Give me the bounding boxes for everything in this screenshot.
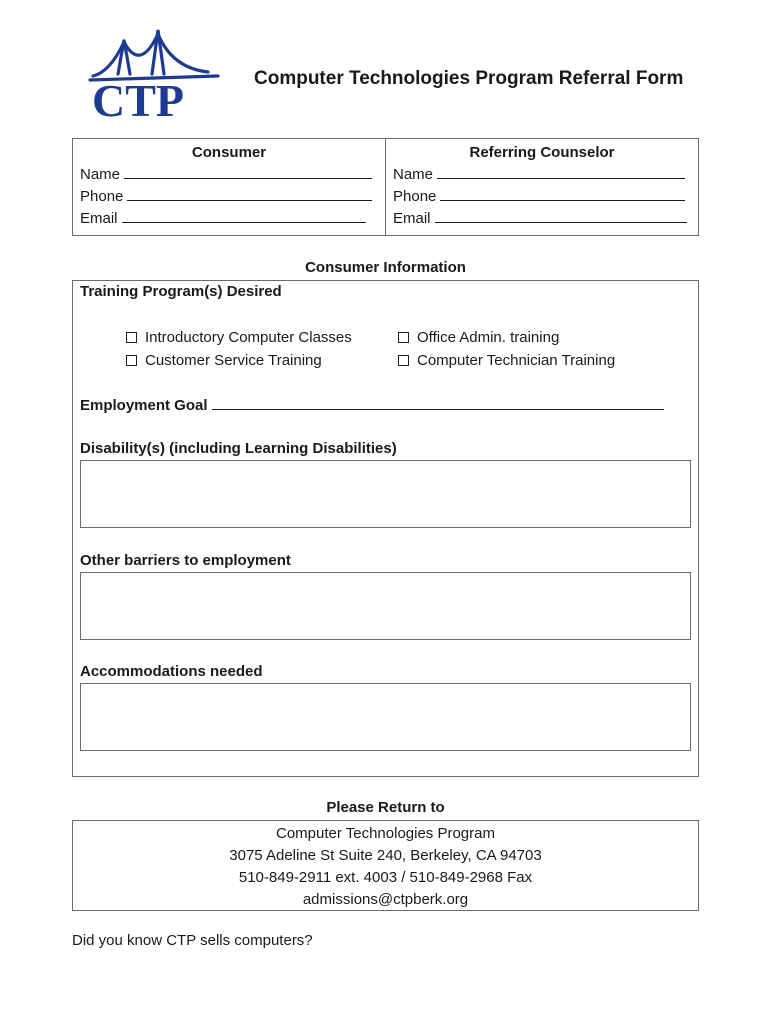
employment-goal-line[interactable]: [212, 395, 664, 410]
counselor-name-field[interactable]: [393, 164, 691, 186]
consumer-phone-line[interactable]: [127, 186, 372, 201]
footer-note: Did you know CTP sells computers?: [72, 932, 313, 949]
consumer-email-label: Email: [80, 210, 118, 227]
consumer-name-label: Name: [80, 166, 121, 183]
consumer-info-box: [72, 280, 699, 777]
counselor-email-field[interactable]: [393, 208, 691, 230]
counselor-phone-label: Phone: [393, 188, 437, 205]
counselor-name-label: Name: [393, 166, 434, 183]
option-computer-technician[interactable]: [398, 349, 615, 371]
disabilities-label: Disability(s) (including Learning Disabilities): [80, 440, 397, 457]
counselor-column: [385, 139, 698, 235]
bridge-logo-icon: [88, 26, 228, 122]
checkbox-icon[interactable]: [398, 332, 409, 343]
consumer-email-line[interactable]: [122, 208, 366, 223]
ctp-logo: [88, 26, 228, 122]
counselor-email-label: Email: [393, 210, 431, 227]
consumer-email-field[interactable]: [80, 208, 378, 230]
consumer-column: [73, 139, 385, 235]
employment-goal-field[interactable]: [80, 395, 664, 414]
accommodations-textarea[interactable]: [80, 683, 691, 751]
employment-goal-label: Employment Goal: [80, 397, 208, 414]
checkbox-icon[interactable]: [126, 355, 137, 366]
counselor-name-line[interactable]: [437, 164, 685, 179]
accommodations-label: Accommodations needed: [80, 663, 263, 680]
consumer-name-field[interactable]: [80, 164, 378, 186]
option-label: Introductory Computer Classes: [145, 328, 352, 346]
option-label: Office Admin. training: [417, 328, 560, 346]
return-phone: 510-849-2911 ext. 4003 / 510-849-2968 Fax: [238, 869, 533, 886]
option-label: Customer Service Training: [145, 351, 322, 369]
consumer-info-heading: Consumer Information: [305, 259, 466, 276]
checkbox-icon[interactable]: [398, 355, 409, 366]
checkbox-icon[interactable]: [126, 332, 137, 343]
counselor-heading: Referring Counselor: [469, 144, 615, 161]
option-intro-computer[interactable]: [126, 326, 352, 348]
barriers-textarea[interactable]: [80, 572, 691, 640]
return-org: Computer Technologies Program: [275, 825, 495, 842]
option-customer-service[interactable]: [126, 349, 322, 371]
disabilities-textarea[interactable]: [80, 460, 691, 528]
return-address: 3075 Adeline St Suite 240, Berkeley, CA 94703: [229, 847, 542, 864]
contact-table: [72, 138, 699, 236]
barriers-label: Other barriers to employment: [80, 552, 291, 569]
training-label: Training Program(s) Desired: [80, 283, 282, 300]
return-heading: Please Return to: [326, 799, 445, 816]
option-label: Computer Technician Training: [417, 351, 616, 369]
counselor-phone-line[interactable]: [440, 186, 685, 201]
page-title: Computer Technologies Program Referral Form: [254, 68, 684, 89]
return-email: admissions@ctpberk.org: [302, 891, 469, 908]
option-office-admin[interactable]: [398, 326, 559, 348]
consumer-phone-label: Phone: [80, 188, 124, 205]
consumer-phone-field[interactable]: [80, 186, 378, 208]
counselor-phone-field[interactable]: [393, 186, 691, 208]
logo-text: CTP: [92, 75, 184, 122]
counselor-email-line[interactable]: [435, 208, 687, 223]
return-address-box: [72, 820, 699, 911]
consumer-name-line[interactable]: [124, 164, 372, 179]
consumer-heading: Consumer: [191, 144, 267, 161]
